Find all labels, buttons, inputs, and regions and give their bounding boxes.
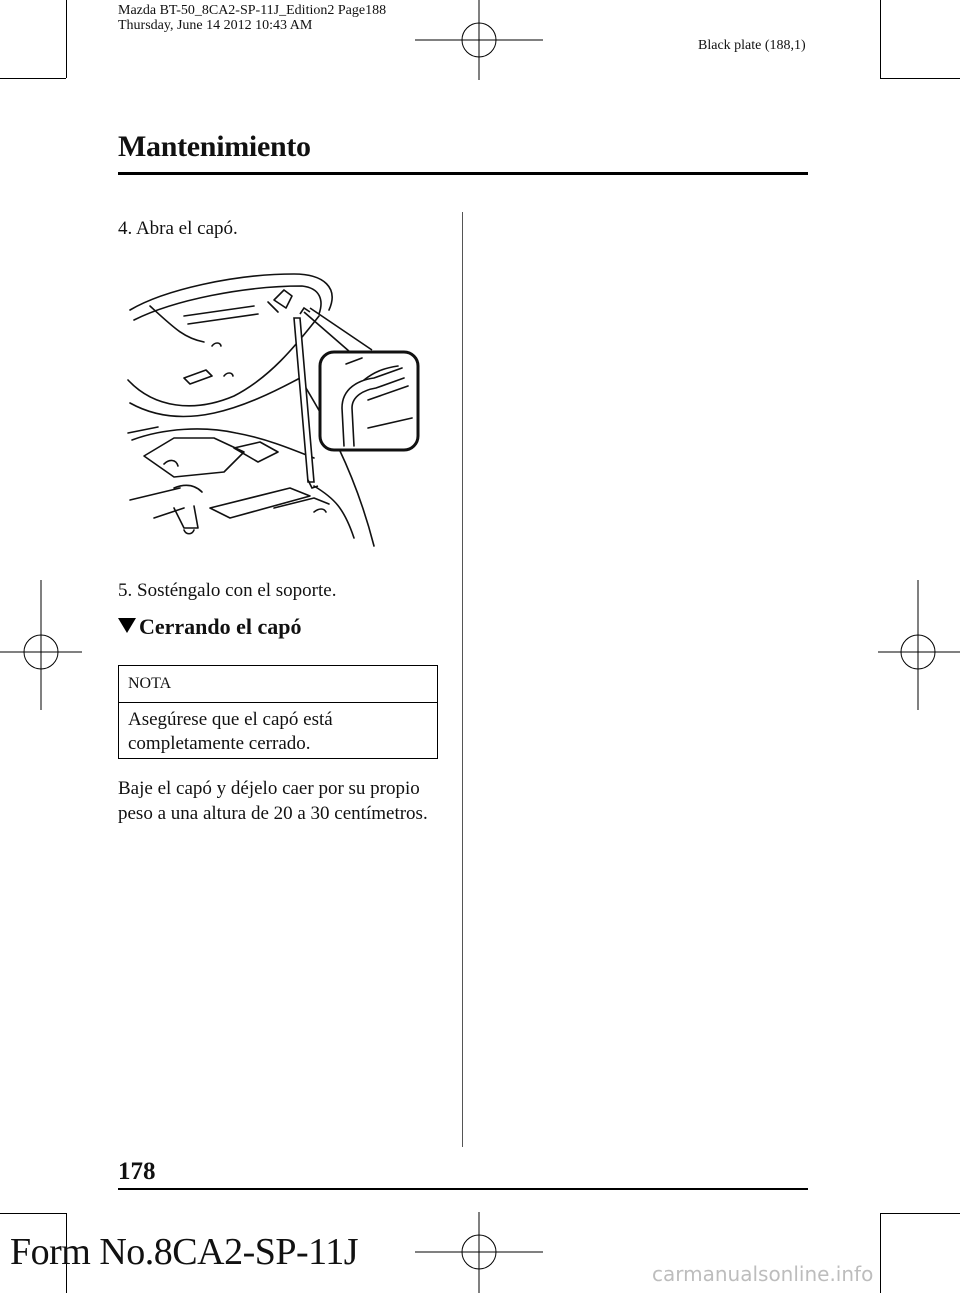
note-line: Asegúrese que el capó está xyxy=(128,709,333,730)
paragraph xyxy=(118,776,428,826)
column-divider xyxy=(462,212,463,1147)
note-line: completamente cerrado. xyxy=(128,733,311,754)
print-header-plate: Black plate (188,1) xyxy=(698,38,806,53)
title-rule xyxy=(118,172,808,175)
subsection-title: Cerrando el capó xyxy=(139,614,302,639)
form-number: Form No.8CA2-SP-11J xyxy=(10,1231,359,1273)
footer-rule xyxy=(118,1188,808,1190)
print-header-file: Mazda BT-50_8CA2-SP-11J_Edition2 Page188 xyxy=(118,3,387,18)
watermark: carmanualsonline.info xyxy=(652,1262,874,1286)
step-4: 4. Abra el capó. xyxy=(118,218,238,239)
subsection-heading xyxy=(118,614,302,640)
note-heading: NOTA xyxy=(119,666,437,703)
page-number: 178 xyxy=(118,1158,156,1185)
note-box xyxy=(118,665,438,759)
step-5: 5. Sosténgalo con el soporte. xyxy=(118,580,337,601)
page-title: Mantenimiento xyxy=(118,130,311,163)
paragraph-line: Baje el capó y déjelo caer por su propio xyxy=(118,778,420,799)
engine-bay-hood-support-rod-illustration xyxy=(124,268,424,550)
paragraph-line: peso a una altura de 20 a 30 centímetros. xyxy=(118,803,428,824)
print-header-date: Thursday, June 14 2012 10:43 AM xyxy=(118,18,313,33)
note-body xyxy=(119,703,437,756)
triangle-down-icon xyxy=(118,618,136,633)
